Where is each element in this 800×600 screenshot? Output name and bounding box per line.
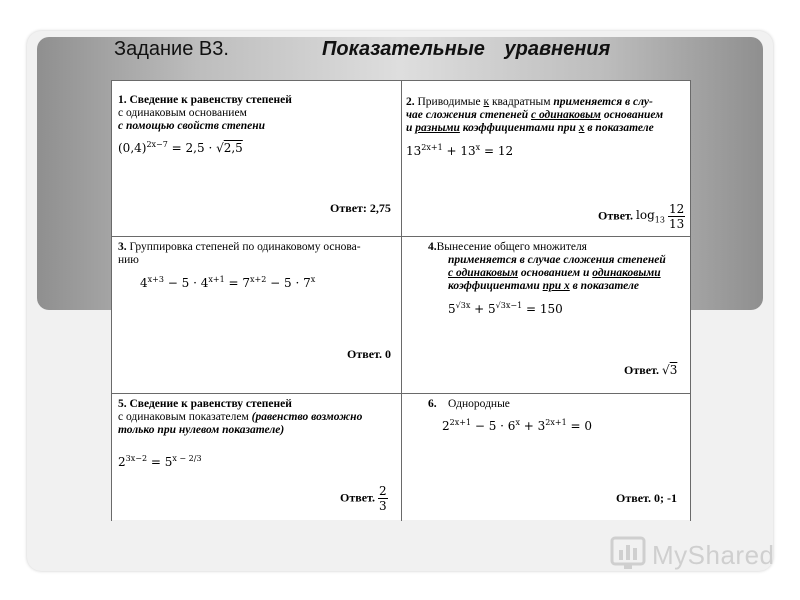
cell-6-title: Однородные [448, 398, 510, 410]
cell-4-answer-label: Ответ. [624, 363, 660, 377]
cell-4-line-4: коэффициентами при х в показателе [448, 280, 639, 292]
cell-2-line-3: и разными коэффициентами при х в показателе [406, 122, 654, 134]
cell-4-line-1: 4.Вынесение общего множителя [428, 241, 587, 253]
cell-method-1 [111, 80, 402, 237]
cell-6-equation: $2^{2x+1} - 5 \cdot 6^x + 3^{2x+1} = 0$ [442, 418, 593, 433]
cell-3-line-2: нию [118, 254, 139, 266]
cell-method-6 [401, 393, 691, 521]
cell-6-answer: Ответ. 0; -1 [616, 491, 678, 505]
cell-2-answer-base: 13 [654, 215, 665, 225]
cell-5-line-2: с одинаковым показателем (равенство возможно [118, 411, 363, 423]
cell-2-answer [598, 202, 685, 231]
cell-1-line-3: с помощью свойств степени [118, 120, 266, 132]
cell-5-answer-num: 2 [379, 484, 387, 498]
cell-5-equation: $2^{3x-2} = 5^{x - 2/3}$ [118, 454, 202, 469]
cell-5-line-3: только при нулевом показателе) [118, 424, 285, 436]
cell-2-answer-den: 13 [668, 217, 685, 231]
cell-2-line-1: 2. Приводимые к квадратным применяется в слу- [406, 96, 653, 108]
cell-3-equation: $4^{x+3} - 5 \cdot 4^{x+1} = 7^{x+2} - 5 \cdot 7^x$ [140, 275, 316, 290]
cell-method-5 [111, 393, 402, 521]
methods-table [111, 80, 691, 520]
cell-2-line-2: чае сложения степеней с одинаковым основанием [406, 109, 664, 121]
cell-method-2 [401, 80, 691, 237]
cell-5-line-1: 5. Сведение к равенству степеней [118, 398, 292, 410]
cell-1-answer: Ответ: 2,75 [330, 201, 391, 215]
cell-3-line-1: 3. Группировка степеней по одинаковому основа- [118, 241, 361, 253]
cell-1-line-1: 1. Сведение к равенству степеней [118, 94, 292, 106]
cell-5-answer-den: 3 [379, 499, 387, 513]
logo-chart-icon [610, 536, 648, 570]
cell-2-answer-fraction [668, 202, 685, 231]
logo-text: MyShared [652, 540, 775, 570]
cell-2-answer-log: log [636, 208, 655, 223]
cell-4-line-3: с одинаковым основанием и одинаковыми [448, 267, 661, 279]
cell-4-answer-root: 3 [669, 363, 678, 377]
cell-method-4 [401, 236, 691, 394]
task-title: Задание В3. [114, 38, 229, 60]
cell-1-equation: $(0,4)^{2x-7} = 2,5 \cdot √2,5$ [118, 140, 243, 155]
cell-4-equation: $5^{√3x} + 5^{√3x-1} = 150$ [448, 301, 563, 316]
cell-2-answer-num: 12 [668, 202, 685, 216]
cell-5-answer-fraction [378, 484, 388, 513]
cell-2-answer-label: Ответ. [598, 208, 634, 223]
cell-1-line-2: с одинаковым основанием [118, 107, 247, 119]
cell-4-answer: Ответ. √3 [624, 363, 678, 377]
myshared-logo [610, 536, 775, 576]
topic-title: Показательные уравнения [322, 38, 611, 60]
cell-5-answer-label: Ответ. [340, 490, 376, 505]
cell-method-3 [111, 236, 402, 394]
cell-5-answer [340, 484, 388, 513]
cell-4-line-2: применяется в случае сложения степеней [448, 254, 666, 266]
cell-3-answer: Ответ. 0 [347, 347, 392, 361]
cell-2-equation: $13^{2x+1} + 13^x = 12$ [406, 143, 514, 158]
cell-6-number: 6. [428, 398, 437, 410]
